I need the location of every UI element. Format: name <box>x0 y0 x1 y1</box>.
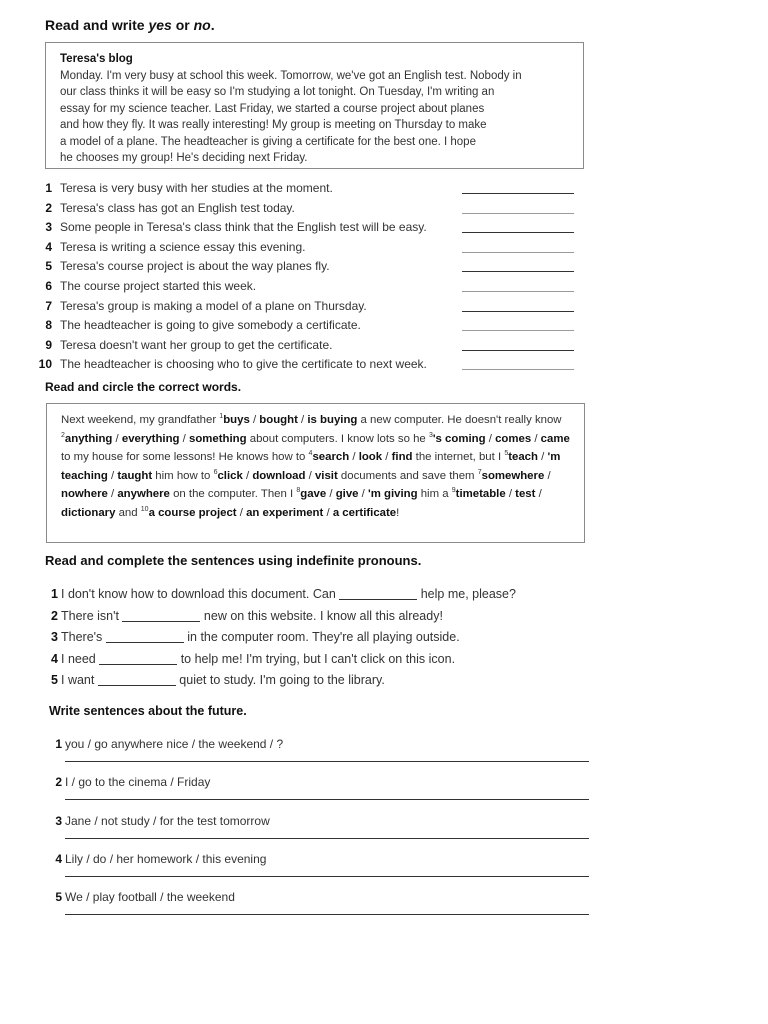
answer-line[interactable] <box>65 838 589 839</box>
question-row: 5 Teresa's course project is about the way planes fly. <box>38 259 583 278</box>
option[interactable]: click <box>217 469 243 482</box>
option[interactable]: download <box>252 469 306 482</box>
option[interactable]: an experiment <box>246 506 324 519</box>
blank-input[interactable] <box>98 673 176 686</box>
option[interactable]: dictionary <box>61 506 116 519</box>
question-row: 3 Some people in Teresa's class think that the English test will be easy. <box>38 220 583 239</box>
question-row: 10 The headteacher is choosing who to give the certificate to next week. <box>38 357 583 376</box>
option[interactable]: buys <box>223 414 250 426</box>
circle-words-box: Next weekend, my grandfather $^1$buys / bought / is buying a new computer. He doesn't really know $^2$anything / everything / something about computers. I know lots so he $^3$'s coming / comes / came to my house for some lessons! He knows how to $^4$search / look / find the internet, but I $^5$teach / 'm teaching / taught him how to $^6$click / download / visit documents and save them $^7$somewhere / nowhere / anywhere on the computer. Then I $^8$gave / give / 'm giving him a $^9$timetable / test / dictionary and $^{10}$a course project / an experiment / a certificate! <box>46 403 585 543</box>
exercise1-heading <box>45 17 215 33</box>
heading-no: no <box>193 17 211 33</box>
answer-line[interactable] <box>462 252 574 253</box>
answer-line[interactable] <box>65 914 589 915</box>
option[interactable]: a course project <box>148 506 237 519</box>
answer-line[interactable] <box>462 291 574 292</box>
answer-line[interactable] <box>462 232 574 233</box>
option[interactable]: comes <box>495 432 532 445</box>
question-row: 8 The headteacher is going to give somebody a certificate. <box>38 318 583 337</box>
answer-line[interactable] <box>462 330 574 331</box>
option[interactable]: search <box>312 451 350 463</box>
option[interactable]: give <box>335 488 359 500</box>
option[interactable]: anywhere <box>117 488 170 500</box>
option[interactable]: a certificate <box>332 506 397 519</box>
option[interactable]: look <box>358 451 383 463</box>
question-row: 7 Teresa's group is making a model of a plane on Thursday. <box>38 299 583 318</box>
blank-input[interactable] <box>122 609 200 622</box>
question-row: 4 Teresa is writing a science essay this evening. <box>38 240 583 259</box>
answer-line[interactable] <box>65 799 589 800</box>
answer-line[interactable] <box>462 311 574 312</box>
yes-no-questions <box>38 181 583 376</box>
option[interactable]: bought <box>259 414 298 426</box>
question-row: 1 Teresa is very busy with her studies at the moment. <box>38 181 583 200</box>
heading-or: or <box>171 17 194 33</box>
heading-yes: yes <box>148 17 172 33</box>
exercise3-heading: Read and complete the sentences using indefinite pronouns. <box>45 553 422 568</box>
option[interactable]: everything <box>121 432 180 445</box>
blank-input[interactable] <box>106 630 184 643</box>
option[interactable]: nowhere <box>61 488 108 500</box>
option[interactable]: came <box>540 432 570 445</box>
question-row: 6 The course project started this week. <box>38 279 583 298</box>
blank-input[interactable] <box>339 587 417 600</box>
blank-input[interactable] <box>99 652 177 665</box>
heading-text: Read and write <box>45 17 149 33</box>
answer-line[interactable] <box>462 350 574 351</box>
option[interactable]: visit <box>314 469 338 482</box>
heading-period: . <box>210 17 215 33</box>
answer-line[interactable] <box>462 369 574 370</box>
option[interactable]: taught <box>117 469 153 482</box>
question-row: 2 Teresa's class has got an English test today. <box>38 201 583 220</box>
answer-line[interactable] <box>462 271 574 272</box>
option[interactable]: gave <box>300 488 327 500</box>
answer-line[interactable] <box>462 193 574 194</box>
answer-line[interactable] <box>462 213 574 214</box>
option[interactable]: is buying <box>307 414 358 426</box>
option[interactable]: 's coming <box>432 432 486 445</box>
answer-line[interactable] <box>65 761 589 762</box>
option[interactable]: find <box>391 451 413 463</box>
blog-text: Monday. I'm very busy at school this week. Tomorrow, we've got an English test. Nobody in our class thinks it will be easy so I'm studying a lot tonight. On Tuesday, I'm writing an essay for my science teacher. Last Friday, we started a course project about planes and how they fly. It was really interesting! My group is meeting on Thursday to make a model of a plane. The headteacher is giving a certificate for the best one. I hope he chooses my group! He's deciding next Friday. <box>60 70 522 165</box>
option[interactable]: anything <box>64 432 113 445</box>
exercise2-heading: Read and circle the correct words. <box>45 380 242 394</box>
blog-box <box>45 42 584 169</box>
option[interactable]: 'm giving <box>368 488 418 500</box>
option[interactable]: timetable <box>455 488 506 500</box>
exercise4-heading: Write sentences about the future. <box>49 704 247 718</box>
option[interactable]: teach <box>508 451 538 463</box>
answer-line[interactable] <box>65 876 589 877</box>
question-row: 9 Teresa doesn't want her group to get the certificate. <box>38 338 583 357</box>
option[interactable]: 'm teaching <box>61 451 561 482</box>
blog-title: Teresa's blog <box>60 53 133 65</box>
option[interactable]: somewhere <box>481 469 545 482</box>
option[interactable]: something <box>188 432 247 445</box>
option[interactable]: test <box>515 488 536 500</box>
